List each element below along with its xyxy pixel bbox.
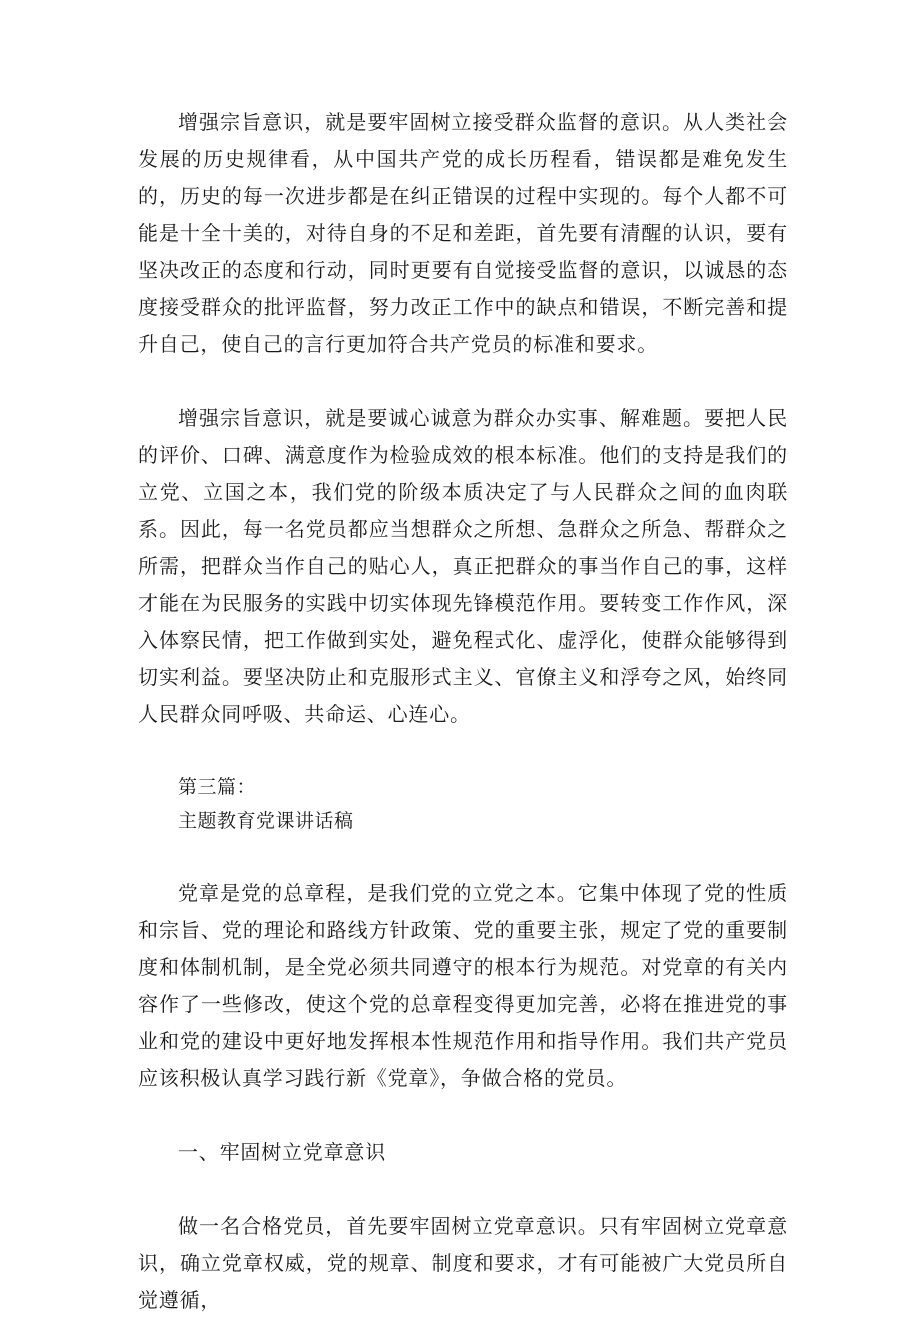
paragraph-gap xyxy=(138,1097,788,1134)
section-heading xyxy=(138,770,788,838)
paragraph-gap xyxy=(138,363,788,400)
subheading: 一、牢固树立党章意识 xyxy=(178,1140,386,1164)
paragraph-gap xyxy=(138,733,788,770)
paragraph-gap xyxy=(138,838,788,875)
section-title: 主题教育党课讲话稿 xyxy=(178,810,354,832)
paragraph: 做一名合格党员，首先要牢固树立党章意识。只有牢固树立党章意识，确立党章权威，党的规章、制度和要求，才有可能被广大党员所自觉遵循， xyxy=(138,1214,788,1312)
paragraph: 党章是党的总章程，是我们党的立党之本。它集中体现了党的性质和宗旨、党的理论和路线方针政策、党的重要主张，规定了党的重要制度和体制机制，是全党必须共同遵守的根本行为规范。对党章的有关内容作了一些修改，使这个党的总章程变得更加完善，必将在推进党的事业和党的建设中更好地发挥根本性规范作用和指导作用。我们共产党员应该积极认真学习践行新《党章》，争做合格的党员。 xyxy=(138,881,788,1090)
paragraph: 增强宗旨意识，就是要诚心诚意为群众办实事、解难题。要把人民的评价、口碑、满意度作为检验成效的根本标准。他们的支持是我们的立党、立国之本，我们党的阶级本质决定了与人民群众之间的血肉联系。因此，每一名党员都应当想群众之所想、急群众之所急、帮群众之所需，把群众当作自己的贴心人，真正把群众的事当作自己的事，这样才能在为民服务的实践中切实体现先锋模范作用。要转变工作作风，深入体察民情，把工作做到实处，避免程式化、虚浮化，使群众能够得到切实利益。要坚决防止和克服形式主义、官僚主义和浮夸之风，始终同人民群众同呼吸、共命运、心连心。 xyxy=(138,406,788,726)
section-label: 第三篇： xyxy=(178,776,257,798)
paragraph: 增强宗旨意识，就是要牢固树立接受群众监督的意识。从人类社会发展的历史规律看，从中国共产党的成长历程看，错误都是难免发生的，历史的每一次进步都是在纠正错误的过程中实现的。每个人都不可能是十全十美的，对待自身的不足和差距，首先要有清醒的认识，要有坚决改正的态度和行动，同时更要有自觉接受监督的意识，以诚恳的态度接受群众的批评监督，努力改正工作中的缺点和错误，不断完善和提升自己，使自己的言行更加符合共产党员的标准和要求。 xyxy=(138,110,788,356)
document-page xyxy=(138,104,788,1319)
paragraph-gap xyxy=(138,1171,788,1208)
